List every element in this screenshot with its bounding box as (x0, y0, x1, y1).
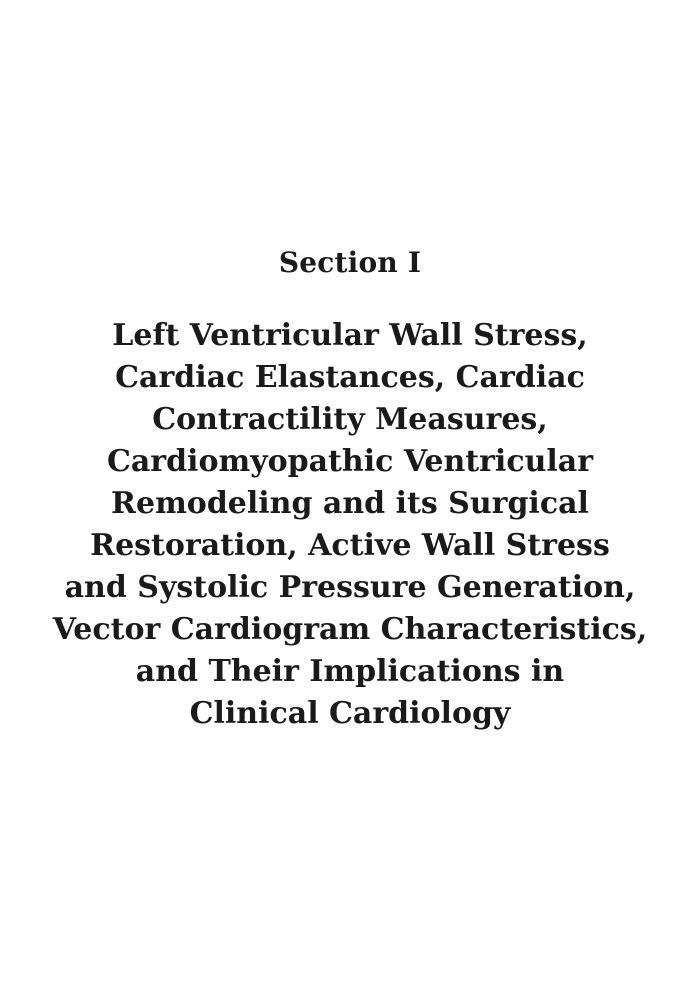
section-title (40, 315, 660, 735)
section-label: Section I (278, 246, 422, 279)
section-title-line: and Their Implications in (135, 654, 565, 689)
section-title-line: Left Ventricular Wall Stress, (112, 318, 588, 353)
section-title-line: Cardiomyopathic Ventricular (106, 444, 594, 479)
section-title-line: Cardiac Elastances, Cardiac (115, 360, 585, 395)
section-title-line: Restoration, Active Wall Stress (90, 528, 610, 563)
section-title-line: Vector Cardiogram Characteristics, (52, 612, 648, 647)
section-title-line: and Systolic Pressure Generation, (64, 570, 636, 605)
section-title-line: Contractility Measures, (152, 402, 548, 437)
section-title-line: Clinical Cardiology (189, 696, 511, 731)
section-title-line: Remodeling and its Surgical (111, 486, 589, 521)
